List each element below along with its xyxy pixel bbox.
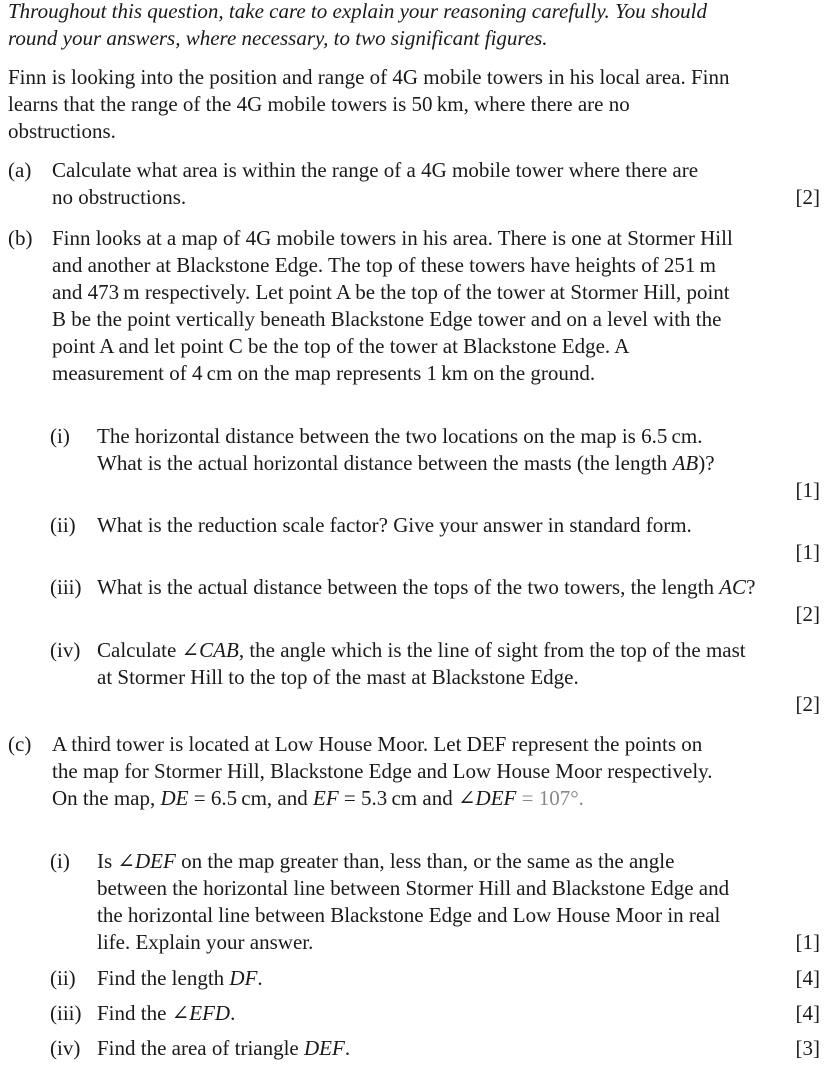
part-b-iv-marks: [2] xyxy=(795,692,820,716)
part-b-iii-marks: [2] xyxy=(795,602,820,626)
math-angle-efd: ∠EFD xyxy=(171,1001,231,1025)
part-b-i-label: (i) xyxy=(50,424,70,448)
part-b-iii-text: What is the actual distance between the tops of the two towers, the length AC? xyxy=(97,575,756,599)
part-c-ii-marks: [4] xyxy=(795,966,820,990)
part-a-text: Calculate what area is within the range of a 4G mobile tower where there are no obstructions. xyxy=(52,158,699,209)
part-b-i-marks: [1] xyxy=(795,478,820,502)
part-c-iv-text: Find the area of triangle DEF. xyxy=(97,1036,351,1060)
math-ab: AB xyxy=(672,451,699,475)
part-b-iv-text: Calculate ∠CAB, the angle which is the line of sight from the top of the mast at Stormer Hill to the top of the mast at Blackstone Edge. xyxy=(97,638,746,689)
part-b-text: Finn looks at a map of 4G mobile towers in his area. There is one at Stormer Hill and another at Blackstone Edge. The top of these towers have heights of 251 m and 473 m respectively. Let point A be the top of the tower at Stormer Hill, point B be the point vertically beneath Blackstone Edge tower and on a level with the point A and let point C be the top of the tower at Blackstone Edge. A measurement of 4 cm on the map represents 1 km on the ground. xyxy=(52,226,733,385)
part-b-i-text: The horizontal distance between the two locations on the map is 6.5 cm. What is the actual horizontal distance between the masts (the length AB)? xyxy=(97,424,715,475)
part-c-iv-label: (iv) xyxy=(50,1036,81,1060)
math-ef: EF xyxy=(313,786,339,810)
math-de: DE xyxy=(160,786,189,810)
part-c-ii-text: Find the length DF. xyxy=(97,966,263,990)
part-c-i-text: Is ∠DEF on the map greater than, less than, or the same as the angle between the horizontal line between Stormer Hill and Blackstone Edge and the horizontal line between Blackstone Edge and Low House Moor in real life. Explain your answer. xyxy=(97,849,730,954)
part-c-label: (c) xyxy=(8,732,32,756)
math-angle-def-2: ∠DEF xyxy=(117,849,176,873)
part-c-iii-text: Find the ∠EFD. xyxy=(97,1001,236,1025)
part-c-i-label: (i) xyxy=(50,849,70,873)
math-ac: AC xyxy=(719,575,747,599)
part-a-label: (a) xyxy=(8,158,32,182)
math-def: DEF xyxy=(304,1036,345,1060)
part-b-label: (b) xyxy=(8,226,33,250)
intro-text: Finn is looking into the position and range of 4G mobile towers in his local area. Finn learns that the range of the 4G mobile towers is 50 km, where there are no obstructions. xyxy=(8,65,730,143)
math-angle-def: ∠DEF xyxy=(457,786,517,810)
part-c-iii-label: (iii) xyxy=(50,1001,82,1025)
part-b-iv-label: (iv) xyxy=(50,638,81,662)
part-b-iii-label: (iii) xyxy=(50,575,82,599)
part-c-i-marks: [1] xyxy=(795,930,820,954)
part-c-text: A third tower is located at Low House Moor. Let DEF represent the points on the map for Stormer Hill, Blackstone Edge and Low House Moor respectively. On the map, DE = 6.5 cm, and EF = 5.3 cm and ∠DEF = 107°. xyxy=(52,732,713,810)
part-c-ii-label: (ii) xyxy=(50,966,76,990)
part-b-ii-label: (ii) xyxy=(50,513,76,537)
part-c-iii-marks: [4] xyxy=(795,1001,820,1025)
instructions-text: Throughout this question, take care to explain your reasoning carefully. You should round your answers, where necessary, to two significant figures. xyxy=(8,0,707,50)
math-df: DF xyxy=(229,966,258,990)
part-b-ii-marks: [1] xyxy=(795,540,820,564)
part-c-iv-marks: [3] xyxy=(795,1036,820,1060)
part-b-ii-text: What is the reduction scale factor? Give your answer in standard form. xyxy=(97,513,692,537)
math-angle-cab: ∠CAB xyxy=(181,638,239,662)
part-a-marks: [2] xyxy=(795,185,820,209)
